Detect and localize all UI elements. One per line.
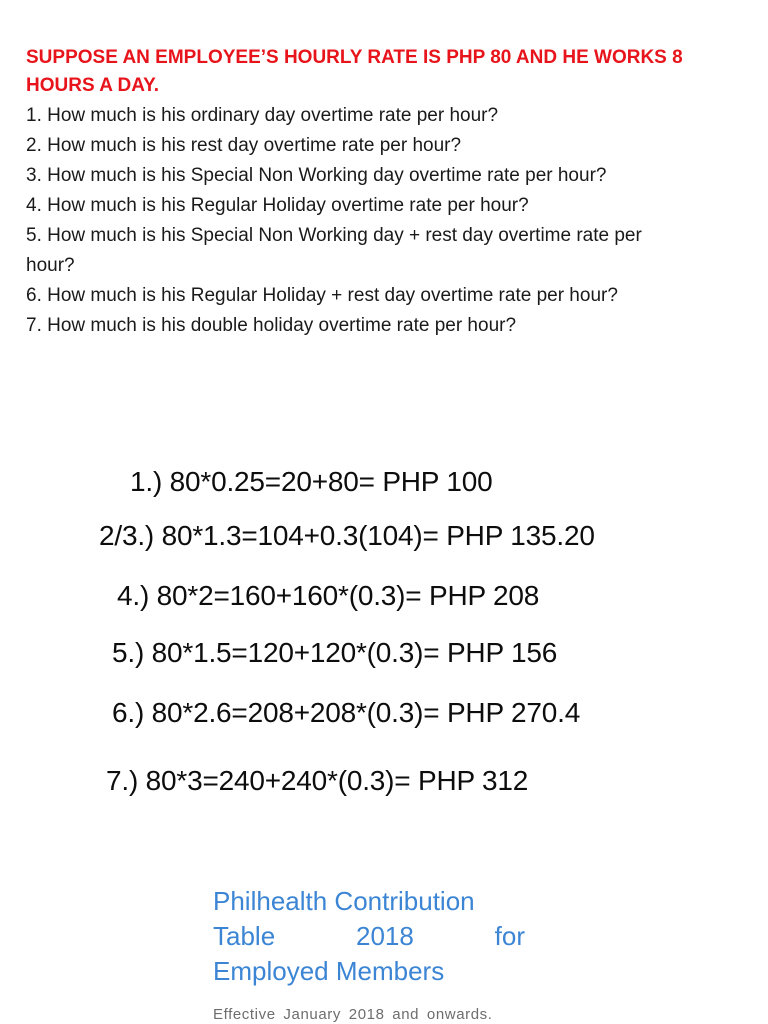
answer-1: 1.) 80*0.25=20+80= PHP 100 <box>130 466 493 497</box>
answer-4: 4.) 80*2=160+160*(0.3)= PHP 208 <box>117 580 540 611</box>
philhealth-effective-note: Effective January 2018 and onwards. <box>213 1006 493 1023</box>
answer-6: 6.) 80*2.6=208+208*(0.3)= PHP 270.4 <box>112 697 581 728</box>
question-1: 1. How much is his ordinary day overtime rate per hour? <box>26 105 499 126</box>
philhealth-title-word-for: for <box>494 921 525 951</box>
question-6: 6. How much is his Regular Holiday + rest day overtime rate per hour? <box>26 285 618 306</box>
philhealth-title-line-1: Philhealth Contribution <box>213 886 475 916</box>
question-5-continued: hour? <box>26 255 75 276</box>
answer-2-3: 2/3.) 80*1.3=104+0.3(104)= PHP 135.20 <box>99 520 595 551</box>
philhealth-title <box>213 884 525 989</box>
problem-heading-line-1: SUPPOSE AN EMPLOYEE’S HOURLY RATE IS PHP 80 AND HE WORKS 8 <box>26 47 683 68</box>
question-3: 3. How much is his Special Non Working day overtime rate per hour? <box>26 165 607 186</box>
question-4: 4. How much is his Regular Holiday overtime rate per hour? <box>26 195 529 216</box>
answer-5: 5.) 80*1.5=120+120*(0.3)= PHP 156 <box>112 637 558 668</box>
philhealth-title-line-2 <box>213 919 525 954</box>
question-7: 7. How much is his double holiday overtime rate per hour? <box>26 315 517 336</box>
answer-7: 7.) 80*3=240+240*(0.3)= PHP 312 <box>106 765 529 796</box>
philhealth-title-line-3: Employed Members <box>213 956 445 986</box>
question-5: 5. How much is his Special Non Working day + rest day overtime rate per <box>26 225 642 246</box>
philhealth-title-word-table: Table <box>213 921 276 951</box>
problem-heading-line-2: HOURS A DAY. <box>26 75 160 96</box>
question-2: 2. How much is his rest day overtime rate per hour? <box>26 135 462 156</box>
philhealth-title-word-year: 2018 <box>355 921 414 951</box>
